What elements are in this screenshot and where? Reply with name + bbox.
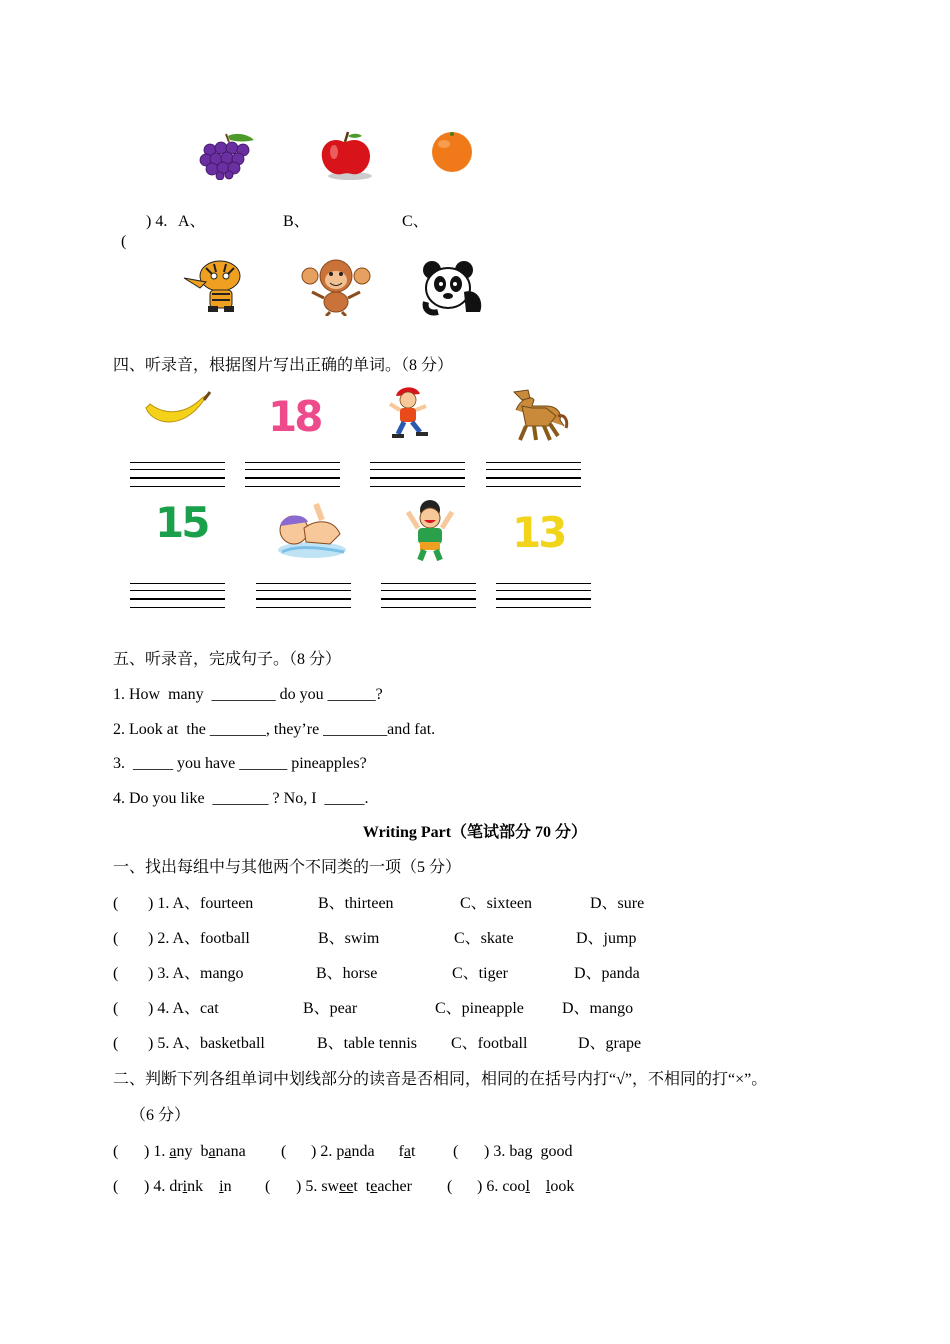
part2-item-6: ) 6. cool look <box>477 1178 575 1195</box>
paren-open[interactable]: ( <box>121 233 127 250</box>
orange-icon <box>428 130 478 176</box>
part2-item-3: ) 3. bag good <box>484 1143 573 1160</box>
part1-row-4-c: C、pineapple <box>435 1000 524 1017</box>
part1-row-3-c: C、tiger <box>452 965 508 982</box>
part1-row-4-d: D、mango <box>562 1000 634 1017</box>
number-13: 13 <box>512 508 565 557</box>
part2-item-1-paren[interactable]: ( <box>113 1143 119 1160</box>
q4-number <box>146 212 167 232</box>
part1-row-1-b: B、thirteen <box>318 895 394 912</box>
banana-icon <box>142 390 212 432</box>
part1-row-2-c: C、skate <box>454 930 514 947</box>
horse-picture <box>506 386 570 444</box>
part1-row-1-c: C、sixteen <box>460 895 532 912</box>
part2-item-4: ) 4. drink in <box>144 1178 232 1195</box>
part1-row-5-paren[interactable]: ( <box>113 1035 119 1052</box>
part1-row-4-b: B、pear <box>303 1000 358 1017</box>
part2-item-5-paren[interactable]: ( <box>265 1178 271 1195</box>
writing-part-title: Writing Part（笔试部分 70 分） <box>362 824 588 841</box>
part2-item-1: ) 1. any banana <box>144 1143 246 1160</box>
panda-icon <box>420 258 486 316</box>
paren-close: ) <box>146 213 152 230</box>
orange-picture <box>428 130 478 176</box>
section5-title: 五、听录音，完成句子。（8 分） <box>113 651 342 668</box>
sentence-3[interactable]: 3. _____ you have ______ pineapples? <box>113 755 367 772</box>
part2-title: 二、判断下列各组单词中划线部分的读音是否相同，相同的在括号内打“√”，不相同的打“×”。 <box>113 1071 768 1088</box>
part1-row-4-paren[interactable]: ( <box>113 1000 119 1017</box>
swimming-icon <box>274 500 350 562</box>
q4-option-c[interactable]: C、 <box>402 213 429 230</box>
grape-picture <box>196 130 258 180</box>
part1-row-3-d: D、panda <box>574 965 640 982</box>
part1-row-1-a: ) 1. A、fourteen <box>148 895 254 912</box>
part1-row-2-b: B、swim <box>318 930 380 947</box>
part1-row-4-a: ) 4. A、cat <box>148 1000 219 1017</box>
jumping-boy-icon <box>404 498 456 564</box>
q4-option-b[interactable]: B、 <box>283 213 310 230</box>
sentence-1[interactable]: 1. How many ________ do you ______? <box>113 686 383 703</box>
jumping-boy-picture <box>404 498 456 564</box>
panda-picture <box>420 258 486 316</box>
part1-row-1-d: D、sure <box>590 895 645 912</box>
part1-row-2-d: D、jump <box>576 930 637 947</box>
banana-picture <box>142 390 212 432</box>
number-15: 15 <box>155 498 208 547</box>
horse-icon <box>506 386 570 444</box>
part1-title: 一、找出每组中与其他两个不同类的一项（5 分） <box>113 859 462 876</box>
sentence-4[interactable]: 4. Do you like _______ ? No, I _____. <box>113 790 369 807</box>
part1-row-1-paren[interactable]: ( <box>113 895 119 912</box>
tiger-picture <box>170 258 250 316</box>
part2-item-6-paren[interactable]: ( <box>447 1178 453 1195</box>
part1-row-5-b: B、table tennis <box>317 1035 417 1052</box>
number-18: 18 <box>268 392 321 441</box>
skating-boy-picture <box>386 384 438 442</box>
section4-title: 四、听录音，根据图片写出正确的单词。（8 分） <box>113 357 454 374</box>
question-number: 4. <box>155 213 168 230</box>
part1-row-2-a: ) 2. A、football <box>148 930 250 947</box>
sentence-2[interactable]: 2. Look at the _______, they’re ________and fat. <box>113 721 436 738</box>
part2-item-2: ) 2. panda fat <box>311 1143 416 1160</box>
part1-row-5-d: D、grape <box>578 1035 642 1052</box>
grape-icon <box>196 130 258 180</box>
monkey-icon <box>298 258 374 316</box>
apple-picture <box>318 130 376 180</box>
part2-item-5: ) 5. sweet teacher <box>296 1178 412 1195</box>
part1-row-5-c: C、football <box>451 1035 528 1052</box>
part2-item-3-paren[interactable]: ( <box>453 1143 459 1160</box>
apple-icon <box>318 130 376 180</box>
part2-item-2-paren[interactable]: ( <box>281 1143 287 1160</box>
swimming-picture <box>274 500 350 562</box>
part1-row-3-paren[interactable]: ( <box>113 965 119 982</box>
part2-score: （6 分） <box>130 1107 191 1124</box>
skating-boy-icon <box>386 384 438 442</box>
part1-row-3-a: ) 3. A、mango <box>148 965 244 982</box>
monkey-picture <box>298 258 374 316</box>
tiger-icon <box>170 258 250 316</box>
q4-option-a[interactable]: A、 <box>178 213 206 230</box>
part2-item-4-paren[interactable]: ( <box>113 1178 119 1195</box>
part1-row-3-b: B、horse <box>316 965 378 982</box>
part1-row-5-a: ) 5. A、basketball <box>148 1035 265 1052</box>
part1-row-2-paren[interactable]: ( <box>113 930 119 947</box>
listening-q4 <box>113 212 126 252</box>
